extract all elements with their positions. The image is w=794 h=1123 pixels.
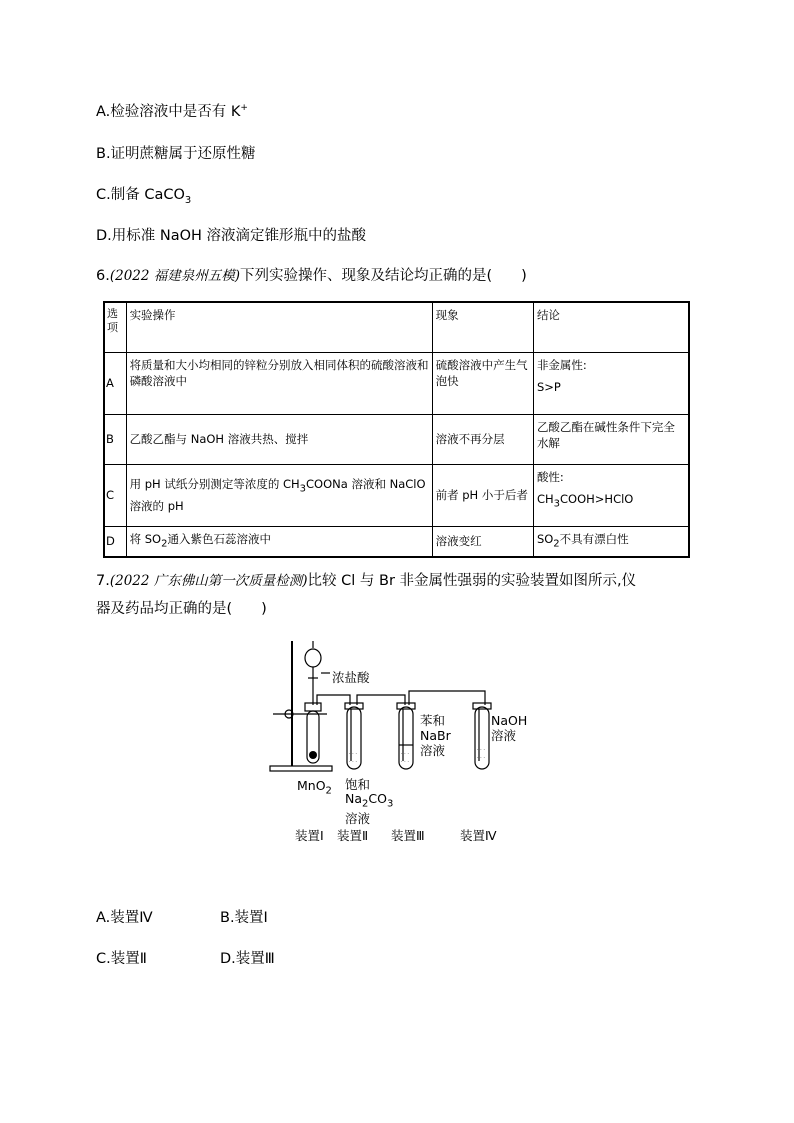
q6-row-b-option: B xyxy=(104,414,126,464)
q5-option-c-text: C.制备 CaCO xyxy=(96,187,185,203)
q6-table xyxy=(103,301,690,558)
q6-row-a-phenomenon: 硫酸溶液中产生气泡快 xyxy=(432,352,533,414)
q7-option-c: C.装置Ⅱ xyxy=(96,951,147,967)
q7-source: (2022 广东佛山第一次质量检测) xyxy=(109,573,308,589)
q7-stem-line2: 器及药品均正确的是( ) xyxy=(96,601,267,617)
q6-row-a-option: A xyxy=(104,352,126,414)
apparatus-figure xyxy=(265,633,535,852)
tube-4-stopper xyxy=(473,703,491,709)
svg-text:· · ·: · · · xyxy=(477,755,485,761)
caption-device-4: 装置Ⅳ xyxy=(460,828,497,843)
q5-option-a-text: A.检验溶液中是否有 K xyxy=(96,104,241,120)
q7-option-b: B.装置Ⅰ xyxy=(220,910,268,926)
q6-header-option: 选项 xyxy=(104,302,126,352)
tube-3-stopper xyxy=(397,703,415,709)
q7-stem-line1 xyxy=(96,569,636,590)
q6-row-a-conclusion: 非金属性: S>P xyxy=(533,352,689,414)
q7-option-a: A.装置Ⅳ xyxy=(96,910,153,926)
q6-row-c-conclusion: 酸性: CH3COOH>HClO xyxy=(533,464,689,526)
label-na2co3: 饱和 $Na_2CO_3$ 溶液 xyxy=(345,777,394,826)
tube-4-solution: · · · xyxy=(477,747,485,753)
q6-row-d-phenomenon: 溶液变红 xyxy=(432,526,533,557)
label-mno2: MnO$_2$ xyxy=(297,778,332,797)
stand-base xyxy=(270,766,332,771)
q6-row-b-operation: 乙酸乙酯与 NaOH 溶液共热、搅拌 xyxy=(126,414,432,464)
q6-row-b-phenomenon: 溶液不再分层 xyxy=(432,414,533,464)
q6-row-b-conclusion: 乙酸乙酯在碱性条件下完全水解 xyxy=(533,414,689,464)
q6-row-c-option: C xyxy=(104,464,126,526)
tube-2-solution: · · · xyxy=(349,751,357,757)
q5-option-a-sup: + xyxy=(240,103,248,114)
q6-header-phenomenon: 现象 xyxy=(432,302,533,352)
q6-stem xyxy=(96,264,527,285)
label-hcl: 浓盐酸 xyxy=(332,670,370,685)
q6-row-c-phenomenon: 前者 pH 小于后者 xyxy=(432,464,533,526)
svg-text:· · ·: · · · xyxy=(349,759,357,765)
q6-row-d-conclusion: SO2不具有漂白性 xyxy=(533,526,689,557)
svg-text:· · ·: · · · xyxy=(401,759,409,765)
q7-number: 7. xyxy=(96,573,110,589)
q7-stem-text1: 比较 Cl 与 Br 非金属性强弱的实验装置如图所示,仪 xyxy=(307,573,637,589)
q6-row-b xyxy=(104,414,689,464)
q6-row-d xyxy=(104,526,689,557)
q5-option-c-sub: 3 xyxy=(184,194,192,206)
q5-option-b: B.证明蔗糖属于还原性糖 xyxy=(96,146,256,162)
tube-3-solution: · · · xyxy=(401,751,409,757)
q5-option-a xyxy=(96,100,248,121)
q6-header-operation: 实验操作 xyxy=(126,302,432,352)
mno2-solid xyxy=(309,751,317,759)
q6-row-c xyxy=(104,464,689,526)
q6-row-c-operation: 用 pH 试纸分别测定等浓度的 CH3COONa 溶液和 NaClO 溶液的 pH xyxy=(126,464,432,526)
label-nabr: 苯和 NaBr 溶液 xyxy=(420,713,451,758)
q6-number: 6. xyxy=(96,268,110,284)
separatory-funnel xyxy=(305,649,321,667)
q7-option-d: D.装置Ⅲ xyxy=(220,951,275,967)
q5-option-c xyxy=(96,183,191,206)
caption-device-1: 装置Ⅰ xyxy=(295,828,324,843)
q5-option-d: D.用标准 NaOH 溶液滴定锥形瓶中的盐酸 xyxy=(96,228,367,244)
q6-row-d-option: D xyxy=(104,526,126,557)
q6-source: (2022 福建泉州五模) xyxy=(109,268,241,284)
q6-row-a-operation: 将质量和大小均相同的锌粒分别放入相同体积的硫酸溶液和磷酸溶液中 xyxy=(126,352,432,414)
q6-header-conclusion: 结论 xyxy=(533,302,689,352)
q6-row-a xyxy=(104,352,689,414)
caption-device-2: 装置Ⅱ xyxy=(337,828,369,843)
q6-header-row xyxy=(104,302,689,352)
caption-device-3: 装置Ⅲ xyxy=(391,828,425,843)
q6-stem-text: 下列实验操作、现象及结论均正确的是( ) xyxy=(240,268,527,284)
q6-row-d-operation: 将 SO2通入紫色石蕊溶液中 xyxy=(126,526,432,557)
tube-2-stopper xyxy=(345,703,363,709)
label-naoh: NaOH 溶液 xyxy=(491,713,528,743)
